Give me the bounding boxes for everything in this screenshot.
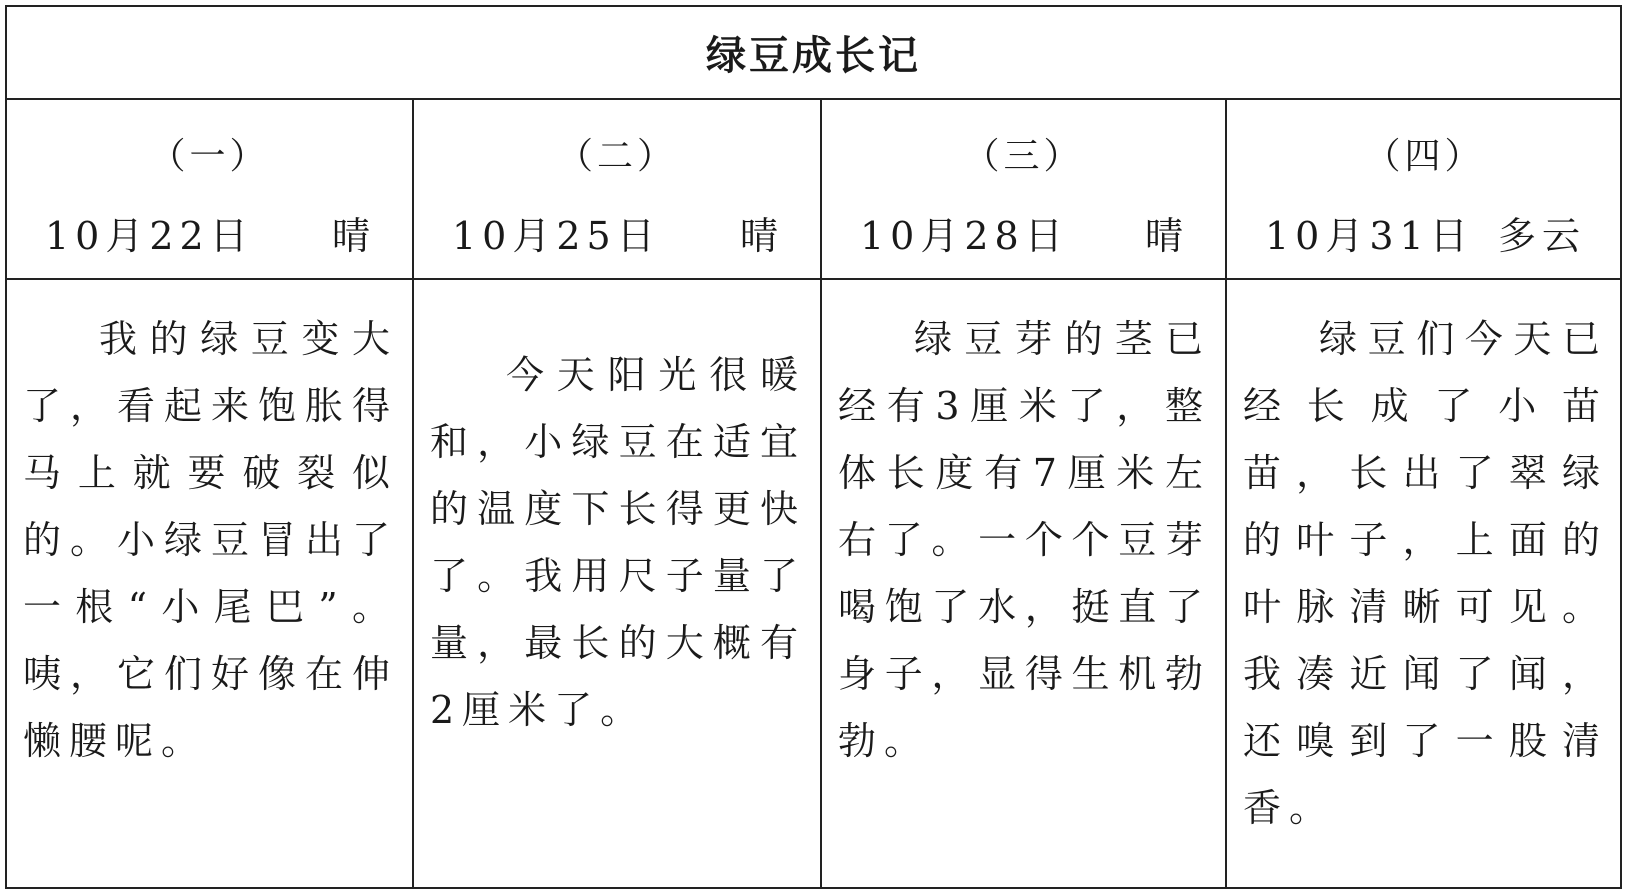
title-row [7,7,1620,100]
entry-weather: 晴 [1144,214,1189,258]
diary-entry-4 [1225,100,1622,889]
entry-header [7,100,412,280]
table-title: 绿豆成长记 [706,33,921,79]
entry-text: 绿豆芽的茎已经有3厘米了，整体长度有7厘米左右了。一个个豆芽喝饱了水，挺直了身子，显得生机勃勃。 [838,317,1211,763]
entry-body [7,280,412,775]
growth-diary-table [5,5,1622,889]
entry-date: 10月25日 [452,214,661,258]
entry-weather: 晴 [331,214,376,258]
entry-body [822,280,1225,775]
entry-number: （三） [963,136,1084,177]
entry-text: 绿豆们今天已经长成了小苗苗，长出了翠绿的叶子，上面的叶脉清晰可见。我凑近闻了闻，还嗅到了一股清香。 [1243,317,1608,830]
entry-weather: 多云 [1497,214,1586,258]
entry-header [414,100,820,280]
entry-body [414,280,820,744]
diary-entry-1 [7,100,412,889]
entry-number: （一） [149,136,270,177]
entry-text: 今天阳光很暖和，小绿豆在适宜的温度下长得更快了。我用尺子量了量，最长的大概有2厘米了。 [430,353,806,732]
entry-date: 10月31日 [1265,214,1474,258]
entry-weather: 晴 [739,214,784,258]
entry-text: 我的绿豆变大了，看起来饱胀得马上就要破裂似的。小绿豆冒出了一根“小尾巴”。咦，它们好像在伸懒腰呢。 [23,317,398,763]
entry-header [822,100,1225,280]
entry-body [1227,280,1622,842]
entry-date: 10月22日 [45,214,254,258]
entry-date: 10月28日 [860,214,1069,258]
entry-number: （二） [556,136,677,177]
diary-entry-3 [820,100,1225,889]
diary-entry-2 [412,100,820,889]
entry-number: （四） [1364,136,1485,177]
entry-header [1227,100,1622,280]
